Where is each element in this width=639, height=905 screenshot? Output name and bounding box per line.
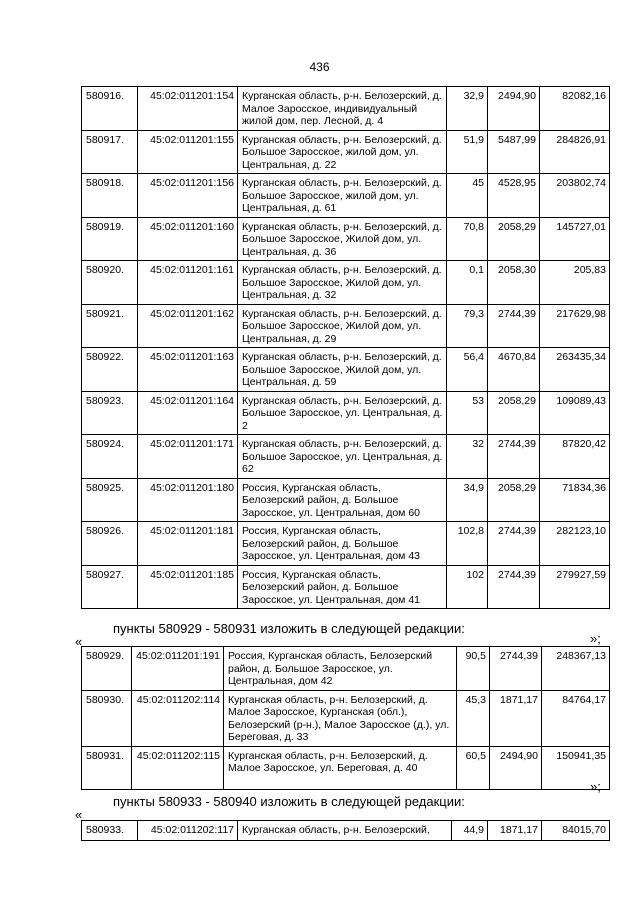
- closing-quote-1: »;: [590, 631, 601, 646]
- table-row: [82, 348, 610, 392]
- row-number: 580925.: [82, 478, 138, 522]
- price-cell: 1871,17: [490, 690, 542, 746]
- table-row: [82, 565, 610, 609]
- cadastral-number: 45:02:011201:154: [138, 87, 238, 131]
- total-value-cell: 248367,13: [542, 647, 610, 691]
- instruction-1: пункты 580929 - 580931 изложить в следующей редакции:: [113, 621, 465, 636]
- row-number: 580918.: [82, 174, 138, 218]
- price-cell: 2744,39: [488, 435, 540, 479]
- page-number: 436: [309, 60, 330, 74]
- row-number: 580931.: [82, 746, 132, 789]
- row-number: 580924.: [82, 435, 138, 479]
- table-row: [82, 690, 610, 746]
- price-cell: 2058,29: [488, 217, 540, 261]
- row-number: 580926.: [82, 522, 138, 566]
- price-cell: 4670,84: [488, 348, 540, 392]
- cadastral-number: 45:02:011201:171: [138, 435, 238, 479]
- address-cell: Курганская область, р-н. Белозерский, д. Большое Заросское, ул. Центральная, д. 62: [238, 435, 447, 479]
- cadastral-number: 45:02:011201:162: [138, 304, 238, 348]
- total-value-cell: 150941,35: [542, 746, 610, 789]
- area-cell: 34,9: [447, 478, 488, 522]
- total-value-cell: 84764,17: [542, 690, 610, 746]
- price-cell: 2058,29: [488, 478, 540, 522]
- open-quote-2: «: [75, 807, 83, 822]
- area-cell: 44,9: [452, 821, 488, 841]
- address-cell: Россия, Курганская область, Белозерский район, д. Большое Заросское, ул. Центральная, дом 41: [238, 565, 447, 609]
- registry-table-3: [81, 820, 610, 841]
- price-cell: 2058,29: [488, 391, 540, 435]
- area-cell: 32,9: [447, 87, 488, 131]
- row-number: 580927.: [82, 565, 138, 609]
- table-row: [82, 435, 610, 479]
- address-cell: Курганская область, р-н. Белозерский, д. Большое Заросское, жилой дом, ул. Центральная, д. 22: [238, 130, 447, 174]
- cadastral-number: 45:02:011201:163: [138, 348, 238, 392]
- area-cell: 45: [447, 174, 488, 218]
- registry-table-2: [81, 646, 610, 790]
- row-number: 580929.: [82, 647, 132, 691]
- address-cell: Курганская область, р-н. Белозерский, д. Малое Заросское, индивидуальный жилой дом, пер. Лесной, д. 4: [238, 87, 447, 131]
- cadastral-number: 45:02:011201:164: [138, 391, 238, 435]
- area-cell: 0,1: [447, 261, 488, 305]
- cadastral-number: 45:02:011201:156: [138, 174, 238, 218]
- total-value-cell: 203802,74: [540, 174, 610, 218]
- row-number: 580917.: [82, 130, 138, 174]
- area-cell: 53: [447, 391, 488, 435]
- address-cell: Курганская область, р-н. Белозерский, д. Малое Заросское, ул. Береговая, д. 40: [224, 746, 457, 789]
- cadastral-number: 45:02:011201:185: [138, 565, 238, 609]
- price-cell: 2494,90: [490, 746, 542, 789]
- price-cell: 4528,95: [488, 174, 540, 218]
- cadastral-number: 45:02:011202:114: [132, 690, 224, 746]
- address-cell: Курганская область, р-н. Белозерский, д. Большое Заросское, Жилой дом, ул. Центральная, д. 29: [238, 304, 447, 348]
- open-quote-1: «: [75, 634, 83, 649]
- cadastral-number: 45:02:011202:115: [132, 746, 224, 789]
- address-cell: Курганская область, р-н. Белозерский, д. Большое Заросское, Жилой дом, ул. Центральная, д. 32: [238, 261, 447, 305]
- table-row: [82, 746, 610, 789]
- total-value-cell: 71834,36: [540, 478, 610, 522]
- row-number: 580930.: [82, 690, 132, 746]
- registry-table-3-body: [82, 821, 610, 841]
- row-number: 580921.: [82, 304, 138, 348]
- address-cell: Россия, Курганская область, Белозерский район, д. Большое Заросское, ул. Центральная, дом 43: [238, 522, 447, 566]
- address-cell: Россия, Курганская область, Белозерский район, д. Большое Заросское, ул. Центральная, дом 60: [238, 478, 447, 522]
- address-cell: Курганская область, р-н. Белозерский,: [238, 821, 452, 841]
- total-value-cell: 82082,16: [540, 87, 610, 131]
- cadastral-number: 45:02:011201:191: [132, 647, 224, 691]
- price-cell: 2744,39: [488, 522, 540, 566]
- row-number: 580920.: [82, 261, 138, 305]
- price-cell: 2744,39: [490, 647, 542, 691]
- cadastral-number: 45:02:011201:161: [138, 261, 238, 305]
- total-value-cell: 145727,01: [540, 217, 610, 261]
- table-row: [82, 174, 610, 218]
- cadastral-number: 45:02:011201:180: [138, 478, 238, 522]
- total-value-cell: 84015,70: [542, 821, 610, 841]
- instruction-2: пункты 580933 - 580940 изложить в следующей редакции:: [113, 794, 465, 809]
- price-cell: 2494,90: [488, 87, 540, 131]
- total-value-cell: 87820,42: [540, 435, 610, 479]
- cadastral-number: 45:02:011202:117: [138, 821, 238, 841]
- address-cell: Курганская область, р-н. Белозерский, д. Большое Заросское, жилой дом, ул. Центральная, д. 61: [238, 174, 447, 218]
- table-row: [82, 478, 610, 522]
- row-number: 580933.: [82, 821, 138, 841]
- table-row: [82, 130, 610, 174]
- registry-table-1-body: [82, 87, 610, 609]
- area-cell: 32: [447, 435, 488, 479]
- closing-quote-2: »;: [590, 779, 601, 794]
- table-row: [82, 217, 610, 261]
- row-number: 580922.: [82, 348, 138, 392]
- price-cell: 2744,39: [488, 304, 540, 348]
- area-cell: 79,3: [447, 304, 488, 348]
- area-cell: 45,3: [457, 690, 490, 746]
- total-value-cell: 284826,91: [540, 130, 610, 174]
- cadastral-number: 45:02:011201:155: [138, 130, 238, 174]
- row-number: 580916.: [82, 87, 138, 131]
- total-value-cell: 217629,98: [540, 304, 610, 348]
- total-value-cell: 205,83: [540, 261, 610, 305]
- cadastral-number: 45:02:011201:181: [138, 522, 238, 566]
- table-row: [82, 304, 610, 348]
- total-value-cell: 263435,34: [540, 348, 610, 392]
- area-cell: 102: [447, 565, 488, 609]
- table-row: [82, 391, 610, 435]
- address-cell: Курганская область, р-н. Белозерский, д. Большое Заросское, ул. Центральная, д. 2: [238, 391, 447, 435]
- area-cell: 102,8: [447, 522, 488, 566]
- price-cell: 1871,17: [488, 821, 542, 841]
- cadastral-number: 45:02:011201:160: [138, 217, 238, 261]
- address-cell: Курганская область, р-н. Белозерский, д. Малое Заросское, Курганская (обл.), Белозерский (р-н.), Малое Заросское (д.), ул. Береговая, д. 33: [224, 690, 457, 746]
- registry-table-1: [81, 86, 610, 609]
- row-number: 580919.: [82, 217, 138, 261]
- table-row: [82, 647, 610, 691]
- price-cell: 2058,30: [488, 261, 540, 305]
- price-cell: 5487,99: [488, 130, 540, 174]
- total-value-cell: 109089,43: [540, 391, 610, 435]
- table-row: [82, 821, 610, 841]
- total-value-cell: 282123,10: [540, 522, 610, 566]
- area-cell: 60,5: [457, 746, 490, 789]
- registry-table-2-body: [82, 647, 610, 790]
- total-value-cell: 279927,59: [540, 565, 610, 609]
- table-row: [82, 261, 610, 305]
- area-cell: 56,4: [447, 348, 488, 392]
- address-cell: Курганская область, р-н. Белозерский, д. Большое Заросское, Жилой дом, ул. Центральная, д. 36: [238, 217, 447, 261]
- area-cell: 70,8: [447, 217, 488, 261]
- address-cell: Курганская область, р-н. Белозерский, д. Большое Заросское, Жилой дом, ул. Центральная, д. 59: [238, 348, 447, 392]
- row-number: 580923.: [82, 391, 138, 435]
- price-cell: 2744,39: [488, 565, 540, 609]
- address-cell: Россия, Курганская область, Белозерский район, д. Большое Заросское, ул. Центральная, дом 42: [224, 647, 457, 691]
- area-cell: 90,5: [457, 647, 490, 691]
- area-cell: 51,9: [447, 130, 488, 174]
- table-row: [82, 87, 610, 131]
- table-row: [82, 522, 610, 566]
